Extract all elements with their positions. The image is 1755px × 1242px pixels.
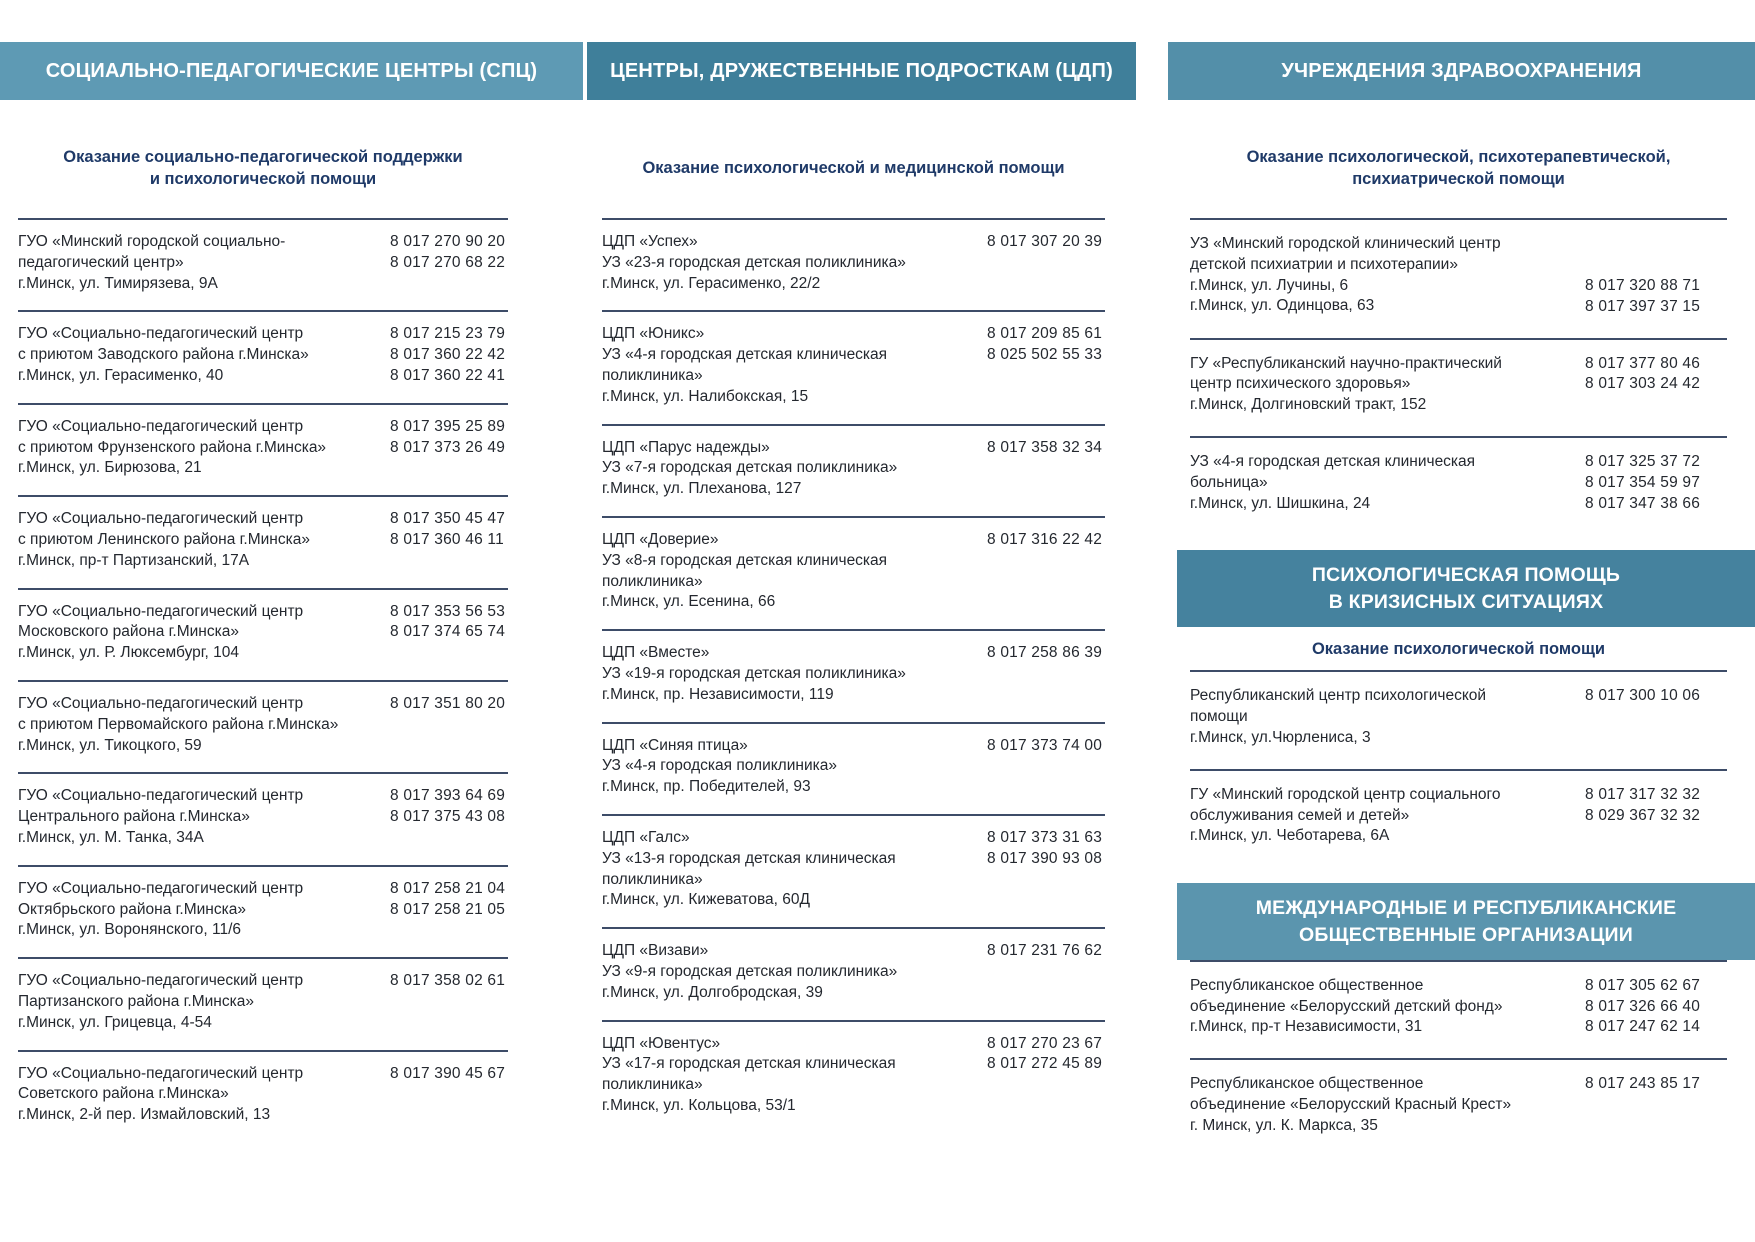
entry-phones — [1585, 785, 1727, 847]
section-subtitle-text: Оказание социально-педагогической поддержки и психологической помощи — [63, 147, 463, 188]
section-subtitle-text: Оказание психологической и медицинской помощи — [642, 158, 1065, 177]
entry-name — [1190, 785, 1585, 847]
entry-text-line: УЗ «8-я городская детская клиническая — [602, 551, 888, 569]
directory-entry — [1190, 1058, 1727, 1156]
entry-name — [18, 879, 390, 941]
entry-name — [18, 971, 390, 1033]
entry-name — [1190, 354, 1585, 416]
entry-phone-number: 8 017 303 24 42 — [1585, 375, 1701, 393]
entry-phones — [987, 438, 1105, 500]
entry-list — [602, 218, 1105, 1133]
entry-name — [602, 941, 987, 1003]
entry-text-line: УЗ «Минский городской клинический центр — [1190, 235, 1501, 252]
entry-phone-number: 8 017 358 02 61 — [390, 972, 506, 990]
entry-text-line: поликлиника» — [602, 1076, 703, 1094]
directory-entry — [18, 495, 508, 587]
entry-text-line: с приютом Заводского района г.Минска» — [18, 346, 309, 364]
section-subtitle — [1190, 639, 1727, 660]
entry-text-line: г.Минск, пр. Победителей, 93 — [602, 778, 811, 796]
column-health — [1190, 118, 1727, 1157]
entry-phones — [390, 602, 508, 664]
entry-text-line: г.Минск, ул. Герасименко, 22/2 — [602, 274, 821, 292]
section-subtitle-text: Оказание психологической помощи — [1311, 640, 1606, 658]
entry-phones — [987, 736, 1105, 798]
entry-phones — [390, 324, 508, 386]
entry-phones — [390, 786, 508, 848]
entry-text-line: г.Минск, ул. Лучины, 6 — [1190, 276, 1349, 294]
entry-text-line: с приютом Первомайского района г.Минска» — [18, 715, 339, 733]
entry-phones — [1585, 354, 1727, 416]
entry-text-line: г.Минск, ул. Налибокская, 15 — [602, 387, 809, 405]
entry-phones — [1585, 452, 1727, 514]
entry-phone-number: 8 017 374 65 74 — [390, 623, 506, 641]
entry-name — [602, 736, 987, 798]
entry-list — [1190, 670, 1727, 867]
entry-text-line: с приютом Фрунзенского района г.Минска» — [18, 438, 327, 456]
entry-phone-number: 8 017 375 43 08 — [390, 808, 506, 826]
entry-phone-number: 8 017 373 31 63 — [987, 828, 1103, 846]
entry-text-line: центр психического здоровья» — [1190, 375, 1411, 393]
entry-text-line: УЗ «23-я городская детская поликлиника» — [602, 253, 906, 271]
entry-name — [602, 828, 987, 911]
entry-phone-number: 8 017 270 90 20 — [390, 233, 506, 250]
entry-text-line: УЗ «17-я городская детская клиническая — [602, 1055, 896, 1073]
directory-entry — [602, 516, 1105, 629]
entry-phone-number: 8 017 347 38 66 — [1585, 494, 1701, 512]
entry-text-line: детской психиатрии и психотерапии» — [1190, 255, 1458, 273]
entry-text-line: г.Минск, ул. Воронянского, 11/6 — [18, 921, 242, 939]
entry-name — [602, 438, 987, 500]
entry-text-line: г.Минск, ул. Р. Люксембург, 104 — [18, 644, 240, 662]
section-banner-line: ОБЩЕСТВЕННЫЕ ОРГАНИЗАЦИИ — [1299, 923, 1633, 946]
directory-entry — [18, 957, 508, 1049]
entry-phone-number: 8 017 258 21 05 — [390, 900, 506, 918]
entry-text-line: г.Минск, ул. Шишкина, 24 — [1190, 494, 1371, 512]
entry-name — [18, 232, 390, 294]
directory-entry — [602, 927, 1105, 1019]
entry-phone-number: 8 025 502 55 33 — [987, 346, 1103, 364]
directory-entry — [18, 588, 508, 680]
entry-text-line: Октябрьского района г.Минска» — [18, 900, 246, 918]
entry-text-line: г.Минск, пр. Независимости, 119 — [602, 685, 834, 703]
entry-name — [1190, 452, 1585, 514]
section-subtitle — [602, 118, 1105, 218]
section-banner-line: МЕЖДУНАРОДНЫЕ И РЕСПУБЛИКАНСКИЕ — [1255, 897, 1677, 920]
entry-phone-number: 8 017 351 80 20 — [390, 694, 506, 712]
entry-text-line: ЦДП «Юникс» — [602, 325, 705, 343]
entry-phone-number: 8 017 373 74 00 — [987, 736, 1103, 754]
entry-text-line: ГУО «Социально-педагогический центр — [18, 787, 304, 805]
entry-phone-number: 8 017 397 37 15 — [1585, 297, 1701, 315]
section-banner-line: В КРИЗИСНЫХ СИТУАЦИЯХ — [1328, 590, 1604, 613]
entry-text-line: УЗ «13-я городская детская клиническая — [602, 849, 896, 867]
column-spc — [18, 118, 508, 1142]
entry-text-line: ГУО «Социально-педагогический центр — [18, 1064, 304, 1082]
entry-phone-number: 8 017 243 85 17 — [1585, 1075, 1701, 1093]
directory-entry — [18, 1050, 508, 1142]
entry-text-line: помощи — [1190, 708, 1248, 726]
entry-text-line: ЦДП «Доверие» — [602, 530, 719, 548]
entry-name — [18, 324, 390, 386]
entry-phones — [1585, 276, 1727, 318]
entry-text-line: ЦДП «Вместе» — [602, 644, 710, 662]
entry-text-line: объединение «Белорусский Красный Крест» — [1190, 1096, 1512, 1114]
entry-text-line: г.Минск, ул. Герасименко, 40 — [18, 366, 224, 384]
entry-text-line: г.Минск, ул. Кольцова, 53/1 — [602, 1096, 796, 1114]
entry-phone-number: 8 029 367 32 32 — [1585, 806, 1701, 824]
entry-phone-number: 8 017 390 93 08 — [987, 849, 1103, 867]
entry-text-line: г.Минск, ул. Грицевца, 4-54 — [18, 1013, 212, 1031]
entry-phone-number: 8 017 209 85 61 — [987, 325, 1103, 343]
entry-phone-number: 8 017 258 86 39 — [987, 644, 1103, 662]
entry-phone-number: 8 017 353 56 53 — [390, 602, 506, 620]
entry-text-line: г.Минск, ул. М. Танка, 34А — [18, 828, 204, 846]
entry-text-line: УЗ «4-я городская поликлиника» — [602, 757, 837, 775]
column-header-spc: СОЦИАЛЬНО-ПЕДАГОГИЧЕСКИЕ ЦЕНТРЫ (СПЦ) — [0, 42, 583, 100]
entry-phone-number: 8 017 320 88 71 — [1585, 277, 1701, 294]
entry-text-line: ЦДП «Парус надежды» — [602, 438, 770, 456]
entry-phone-number: 8 017 390 45 67 — [390, 1064, 506, 1082]
entry-phone-number: 8 017 360 22 41 — [390, 366, 506, 384]
entry-phone-number: 8 017 395 25 89 — [390, 417, 506, 435]
entry-text-line: ЦДП «Успех» — [602, 233, 698, 250]
directory-entry — [1190, 218, 1727, 338]
entry-text-line: УЗ «7-я городская детская поликлиника» — [602, 459, 898, 477]
entry-phones — [390, 1064, 508, 1126]
entry-name — [18, 417, 390, 479]
entry-list — [18, 218, 508, 1142]
entry-name — [602, 232, 987, 294]
entry-text-line: Московского района г.Минска» — [18, 623, 239, 641]
entry-text-line: ГУО «Социально-педагогический центр — [18, 510, 304, 528]
entry-phone-number: 8 017 354 59 97 — [1585, 473, 1701, 491]
entry-text-line: ГУ «Республиканский научно-практический — [1190, 354, 1502, 372]
entry-name — [602, 643, 987, 705]
entry-text-line: г.Минск, ул. Тимирязева, 9А — [18, 274, 218, 292]
entry-phones — [987, 1034, 1105, 1117]
entry-phones — [390, 694, 508, 756]
entry-phone-number: 8 017 305 62 67 — [1585, 976, 1701, 994]
entry-text-line: ГУО «Минский городской социально- — [18, 233, 286, 250]
entry-text-line: с приютом Ленинского района г.Минска» — [18, 530, 310, 548]
entry-phones — [987, 643, 1105, 705]
entry-text-line: г.Минск, ул. Одинцова, 63 — [1190, 297, 1375, 315]
entry-text-line: УЗ «4-я городская детская клиническая — [1190, 452, 1476, 470]
entry-text-line: Республиканский центр психологической — [1190, 687, 1487, 705]
entry-text-line: объединение «Белорусский детский фонд» — [1190, 997, 1503, 1015]
entry-name — [1190, 686, 1585, 748]
directory-entry — [602, 218, 1105, 310]
directory-entry — [602, 722, 1105, 814]
entry-phone-number: 8 017 316 22 42 — [987, 530, 1103, 548]
directory-entry — [602, 1020, 1105, 1133]
directory-entry — [1190, 670, 1727, 768]
entry-name — [602, 1034, 987, 1117]
directory-entry — [18, 218, 508, 310]
entry-text-line: Республиканское общественное — [1190, 1075, 1424, 1093]
entry-text-line: г.Минск, ул. Есенина, 66 — [602, 593, 776, 611]
entry-phones — [390, 971, 508, 1033]
section-subtitle — [1190, 118, 1727, 218]
entry-phone-number: 8 017 326 66 40 — [1585, 997, 1701, 1015]
entry-text-line: ГУО «Социально-педагогический центр — [18, 972, 304, 990]
directory-entry — [18, 865, 508, 957]
entry-phone-number: 8 017 270 23 67 — [987, 1034, 1103, 1052]
entry-phones — [390, 417, 508, 479]
entry-phone-number: 8 017 317 32 32 — [1585, 785, 1701, 803]
section-subtitle-text: Оказание психологической, психотерапевтической, психиатрической помощи — [1246, 147, 1671, 188]
column-header-cdp: ЦЕНТРЫ, ДРУЖЕСТВЕННЫЕ ПОДРОСТКАМ (ЦДП) — [587, 42, 1136, 100]
entry-phone-number: 8 017 231 76 62 — [987, 942, 1103, 960]
entry-phones — [987, 828, 1105, 911]
entry-text-line: г.Минск, пр-т Независимости, 31 — [1190, 1018, 1423, 1036]
entry-name — [602, 324, 987, 407]
entry-name — [18, 602, 390, 664]
directory-entry — [602, 310, 1105, 423]
directory-entry — [1190, 769, 1727, 867]
directory-entry — [602, 629, 1105, 721]
entry-text-line: ГУО «Социально-педагогический центр — [18, 602, 304, 620]
entry-text-line: Центрального района г.Минска» — [18, 808, 250, 826]
entry-text-line: ЦДП «Ювентус» — [602, 1034, 721, 1052]
entry-text-line: педагогический центр» — [18, 253, 184, 271]
entry-phone-number: 8 017 258 21 04 — [390, 879, 506, 897]
entry-text-line: ЦДП «Синяя птица» — [602, 736, 748, 754]
entry-phones — [987, 530, 1105, 613]
entry-text-line: ГУО «Социально-педагогический центр — [18, 694, 304, 712]
directory-entry — [18, 403, 508, 495]
entry-phones — [390, 509, 508, 571]
entry-text-line: г.Минск, ул. Долгобродская, 39 — [602, 983, 823, 1001]
entry-text-line: г.Минск, ул. Плеханова, 127 — [602, 480, 802, 498]
directory-entry — [602, 424, 1105, 516]
entry-phones — [987, 232, 1105, 294]
entry-text-line: Республиканское общественное — [1190, 976, 1424, 994]
entry-text-line: г. Минск, ул. К. Маркса, 35 — [1190, 1116, 1378, 1134]
entry-text-line: УЗ «4-я городская детская клиническая — [602, 346, 888, 364]
directory-entry — [1190, 436, 1727, 534]
directory-entry — [1190, 960, 1727, 1058]
entry-text-line: ГУО «Социально-педагогический центр — [18, 325, 304, 343]
column-header-health: УЧРЕЖДЕНИЯ ЗДРАВООХРАНЕНИЯ — [1168, 42, 1755, 100]
directory-entry — [18, 680, 508, 772]
entry-phones — [1585, 686, 1727, 748]
entry-text-line: Советского района г.Минска» — [18, 1085, 229, 1103]
section-banner — [1177, 550, 1755, 627]
entry-text-line: поликлиника» — [602, 572, 703, 590]
directory-entry — [18, 772, 508, 864]
entry-phone-number: 8 017 247 62 14 — [1585, 1018, 1701, 1036]
entry-name — [18, 1064, 390, 1126]
entry-phones — [987, 941, 1105, 1003]
entry-phone-number: 8 017 272 45 89 — [987, 1055, 1103, 1073]
entry-text-line: ЦДП «Галс» — [602, 828, 690, 846]
entry-list — [1190, 218, 1727, 534]
entry-text-line: ГУО «Социально-педагогический центр — [18, 879, 304, 897]
entry-phone-number: 8 017 377 80 46 — [1585, 354, 1701, 372]
entry-text-line: г.Минск, ул.Чюрлениса, 3 — [1190, 729, 1371, 747]
entry-text-line: г.Минск, ул. Кижеватова, 60Д — [602, 891, 811, 909]
entry-text-line: поликлиника» — [602, 870, 703, 888]
entry-name — [1190, 234, 1585, 318]
entry-text-line: г.Минск, ул. Тикоцкого, 59 — [18, 736, 202, 754]
entry-phone-number: 8 017 215 23 79 — [390, 325, 506, 343]
entry-phones — [390, 879, 508, 941]
entry-name — [602, 530, 987, 613]
entry-text-line: ГУ «Минский городской центр социального — [1190, 785, 1501, 803]
entry-list — [1190, 960, 1727, 1157]
entry-text-line: поликлиника» — [602, 366, 703, 384]
entry-phone-number: 8 017 393 64 69 — [390, 787, 506, 805]
column-cdp — [602, 118, 1105, 1133]
entry-text-line: г.Минск, Долгиновский тракт, 152 — [1190, 396, 1427, 414]
section-banner-line: ПСИХОЛОГИЧЕСКАЯ ПОМОЩЬ — [1311, 564, 1621, 587]
entry-phone-number: 8 017 270 68 22 — [390, 253, 506, 271]
entry-phones — [390, 232, 508, 294]
entry-name — [1190, 1074, 1585, 1136]
entry-text-line: г.Минск, 2-й пер. Измайловский, 13 — [18, 1106, 271, 1124]
entry-phone-number: 8 017 307 20 39 — [987, 233, 1103, 250]
entry-phones — [987, 324, 1105, 407]
entry-phone-number: 8 017 325 37 72 — [1585, 452, 1701, 470]
entry-text-line: УЗ «9-я городская детская поликлиника» — [602, 962, 898, 980]
entry-text-line: Партизанского района г.Минска» — [18, 992, 254, 1010]
entry-phone-number: 8 017 300 10 06 — [1585, 687, 1701, 705]
entry-name — [18, 509, 390, 571]
entry-text-line: обслуживания семей и детей» — [1190, 806, 1410, 824]
entry-name — [18, 786, 390, 848]
entry-phone-number: 8 017 350 45 47 — [390, 510, 506, 528]
directory-entry — [18, 310, 508, 402]
entry-text-line: г.Минск, ул. Бирюзова, 21 — [18, 459, 202, 477]
entry-name — [1190, 976, 1585, 1038]
entry-text-line: г.Минск, ул. Чеботарева, 6А — [1190, 827, 1390, 845]
entry-text-line: ЦДП «Визави» — [602, 942, 709, 960]
section-banner — [1177, 883, 1755, 960]
entry-phone-number: 8 017 358 32 34 — [987, 438, 1103, 456]
entry-phone-number: 8 017 360 22 42 — [390, 346, 506, 364]
entry-phones — [1585, 1074, 1727, 1136]
entry-text-line: УЗ «19-я городская детская поликлиника» — [602, 664, 906, 682]
entry-text-line: больница» — [1190, 473, 1268, 491]
directory-entry — [602, 814, 1105, 927]
section-subtitle — [18, 118, 508, 218]
entry-phones — [1585, 976, 1727, 1038]
entry-text-line: г.Минск, пр-т Партизанский, 17А — [18, 551, 250, 569]
directory-entry — [1190, 338, 1727, 436]
entry-name — [18, 694, 390, 756]
entry-text-line: ГУО «Социально-педагогический центр — [18, 417, 304, 435]
entry-phone-number: 8 017 360 46 11 — [390, 530, 504, 548]
entry-phone-number: 8 017 373 26 49 — [390, 438, 506, 456]
